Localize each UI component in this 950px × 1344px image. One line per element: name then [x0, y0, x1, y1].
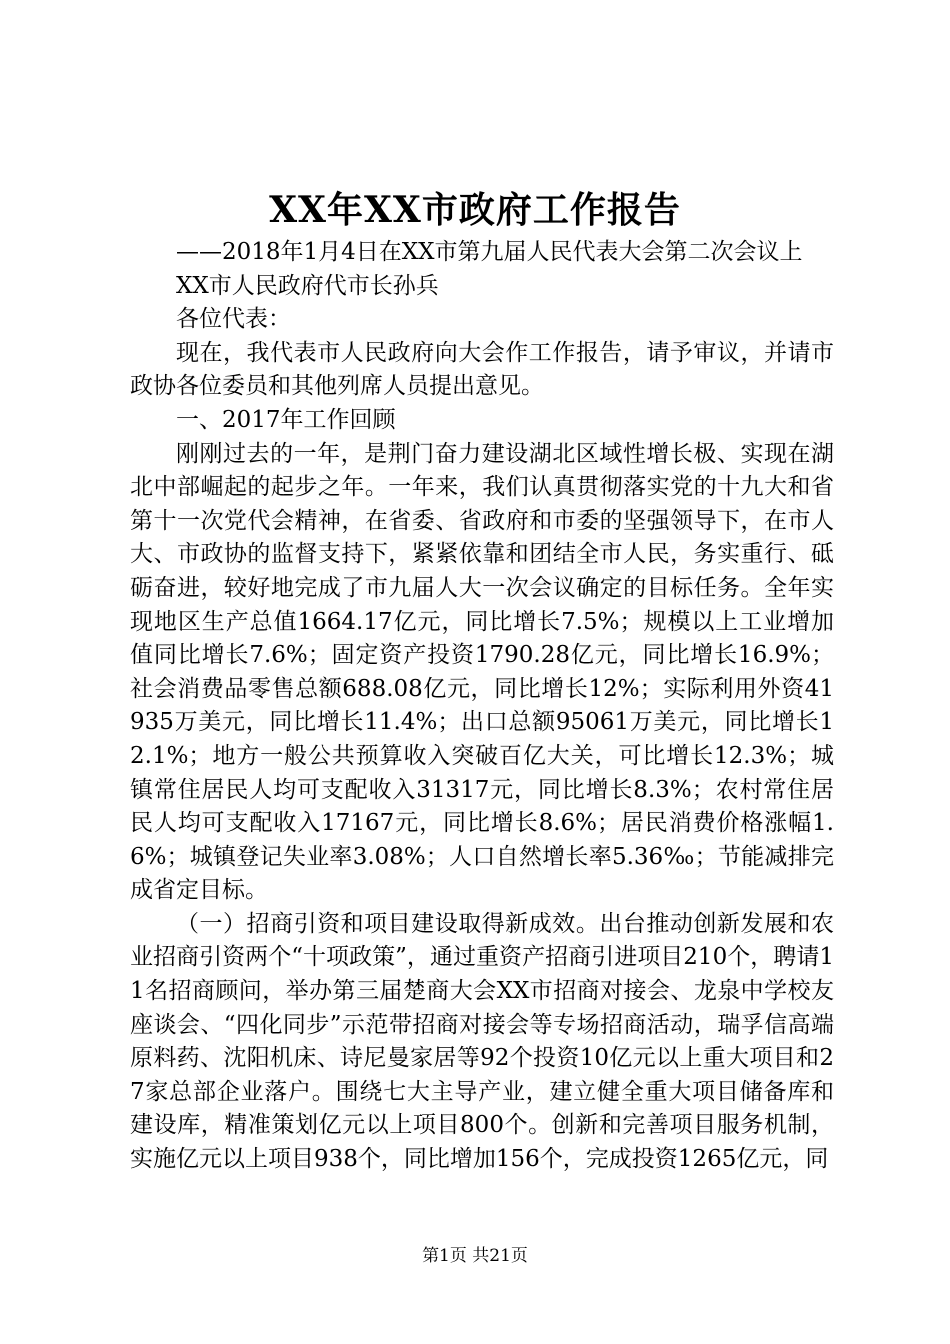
section-heading: 一、2017年工作回顾 [176, 406, 396, 433]
review-paragraph: 刚刚过去的一年，是荆门奋力建设湖北区域性增长极、实现在湖北中部崛起的起步之年。一年来，我们认真贯彻落实党的十九大和省第十一次党代会精神，在省委、省政府和市委的坚强领导下，在市人大、市政协的监督支持下，紧紧依靠和团结全市人民，务实重行、砥砺奋进，较好地完成了市九届人大一次会议确定的目标任务。全年实现地区生产总值1664.17亿元，同比增长7.5%；规模以上工业增加值同比增长7.6%；固定资产投资1790.28亿元，同比增长16.9%；社会消费品零售总额688.08亿元，同比增长12%；实际利用外资41935万美元，同比增长11.4%；出口总额95061万美元，同比增长12.1%；地方一般公共预算收入突破百亿大关，可比增长12.3%；城镇常住居民人均可支配收入31317元，同比增长8.3%；农村常住居民人均可支配收入17167元，同比增长8.6%；居民消费价格涨幅1.6%；城镇登记失业率3.08%；人口自然增长率5.36‰；节能减排完成省定目标。 [130, 440, 834, 904]
investment-paragraph: （一）招商引资和项目建设取得新成效。出台推动创新发展和农业招商引资两个“十项政策”，通过重资产招商引进项目210个，聘请11名招商顾问，举办第三届楚商大会XX市招商对接会、龙泉中学校友座谈会、“四化同步”示范带招商对接会等专场招商活动，瑞孚信高端原料药、沈阳机床、诗尼曼家居等92个投资10亿元以上重大项目和27家总部企业落户。围绕七大主导产业，建立健全重大项目储备库和建设库，精准策划亿元以上项目800个。创新和完善项目服务机制，实施亿元以上项目938个，同比增加156个，完成投资1265亿元，同 [130, 910, 834, 1173]
speaker-line: XX市人民政府代市长孙兵 [176, 272, 439, 299]
document-title: XX年XX市政府工作报告 [269, 189, 681, 231]
page-footer: 第1页 共21页 [422, 1246, 528, 1266]
subtitle-meeting: ——2018年1月4日在XX市第九届人民代表大会第二次会议上 [176, 239, 803, 265]
document-body [130, 236, 834, 1177]
salutation: 各位代表： [176, 306, 291, 333]
opening-paragraph: 现在，我代表市人民政府向大会作工作报告，请予审议，并请市政协各位委员和其他列席人员提出意见。 [130, 339, 834, 400]
